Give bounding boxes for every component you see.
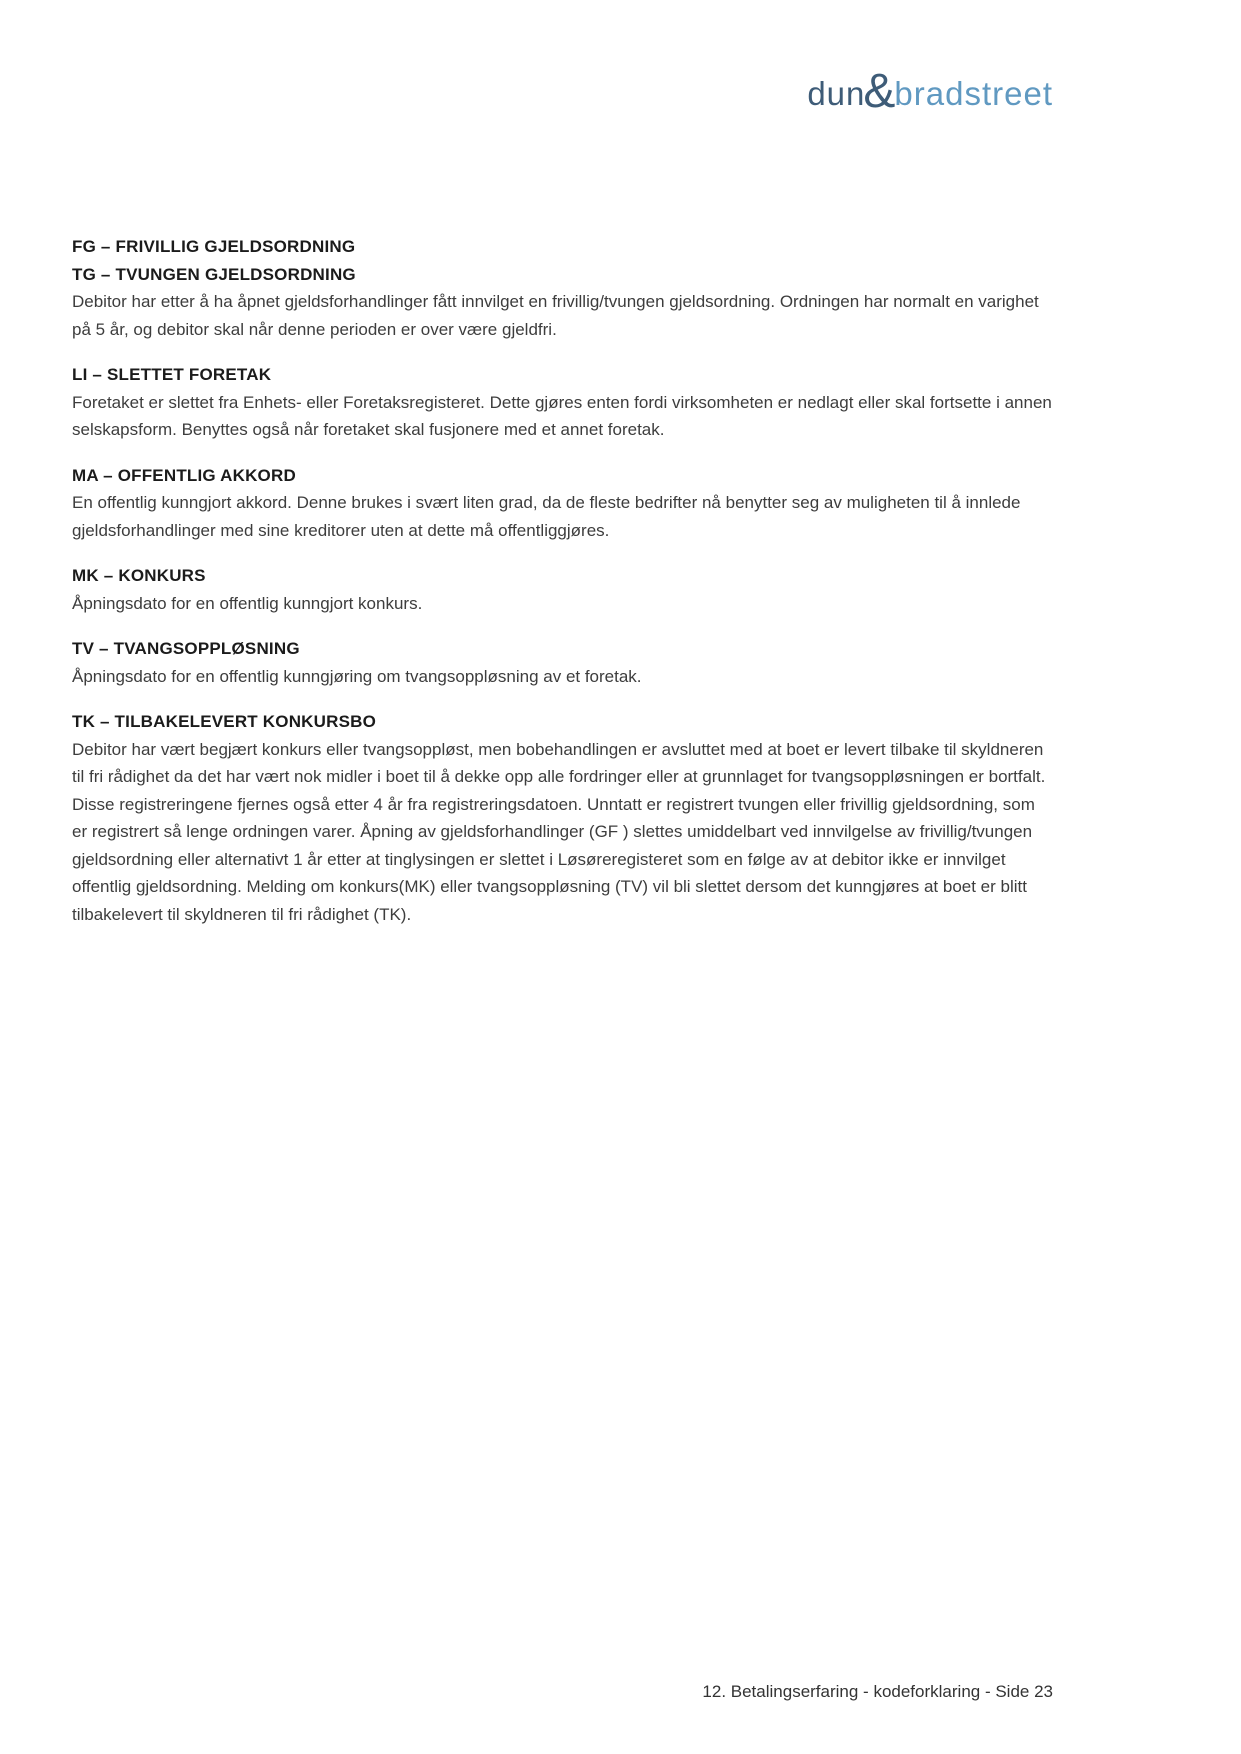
logo-text-dun: dun: [807, 75, 866, 112]
section-mk-konkurs: [72, 562, 1053, 617]
section-heading-li: LI – SLETTET FORETAK: [72, 365, 272, 384]
section-paragraph: Åpningsdato for en offentlig kunngjort konkurs.: [72, 593, 423, 613]
section-heading-tk: TK – TILBAKELEVERT KONKURSBO: [72, 712, 377, 731]
section-heading-ma: MA – OFFENTLIG AKKORD: [72, 465, 296, 485]
dun-bradstreet-logo: [807, 65, 1053, 118]
section-paragraph: En offentlig kunngjort akkord. Denne brukes i svært liten grad, da de fleste bedrifter nå benytter seg av muligheten til å innlede gjeldsforhandlinger med sine kreditorer uten at dette må offentliggjøres.: [72, 493, 1021, 540]
section-tv-tvangsopplosning: [72, 635, 1053, 690]
section-heading-tg: TG – TVUNGEN GJELDSORDNING: [72, 264, 356, 284]
section-paragraph: Debitor har etter å ha åpnet gjeldsforhandlinger fått innvilget en frivillig/tvungen gjeldsordning. Ordningen har normalt en varighet på 5 år, og debitor skal når denne perioden er over være gjeldfri.: [72, 292, 1039, 339]
section-paragraph: Åpningsdato for en offentlig kunngjøring om tvangsoppløsning av et foretak.: [72, 666, 642, 686]
section-paragraph: Foretaket er slettet fra Enhets- eller Foretaksregisteret. Dette gjøres enten fordi virksomheten er nedlagt eller skal fortsette i annen selskapsform. Benyttes også når foretaket skal fusjonere med et annet foretak.: [72, 392, 1052, 439]
section-tk-tilbakelevert-konkursbo: [72, 708, 1053, 928]
section-paragraph: Debitor har vært begjært konkurs eller tvangsoppløst, men bobehandlingen er avsluttet med at boet er levert tilbake til skyldneren til fri rådighet da det har vært nok midler i boet til å dekke opp alle fordringer eller at grunnlaget for tvangsoppløsningen er bortfalt. Disse registreringene fjernes også etter 4 år fra registreringsdatoen. Unntatt er registrert tvungen eller frivillig gjeldsordning, som er registrert så lenge ordningen varer. Åpning av gjeldsforhandlinger (GF ) slettes umiddelbart ved innvilgelse av frivillig/tvungen gjeldsordning eller alternativt 1 år etter at tinglysingen er slettet i Løsøreregisteret som en følge av at debitor ikke er innvilget offentlig gjeldsordning. Melding om konkurs(MK) eller tvangsoppløsning (TV) vil bli slettet dersom det kunngjøres at boet er blitt tilbakelevert til skyldneren til fri rådighet (TK).: [72, 739, 1046, 924]
section-li-slettet-foretak: [72, 361, 1053, 444]
logo-ampersand-icon: &: [863, 65, 897, 118]
section-fg-tg-gjeldsordning: [72, 233, 1053, 343]
section-heading-fg: FG – FRIVILLIG GJELDSORDNING: [72, 237, 356, 256]
document-body: [72, 233, 1053, 946]
section-heading-mk: MK – KONKURS: [72, 566, 206, 585]
section-ma-offentlig-akkord: [72, 462, 1053, 545]
section-heading-tv: TV – TVANGSOPPLØSNING: [72, 639, 300, 658]
logo-text-bradstreet: bradstreet: [894, 75, 1053, 112]
page-footer: 12. Betalingserfaring - kodeforklaring - Side 23: [702, 1682, 1053, 1701]
